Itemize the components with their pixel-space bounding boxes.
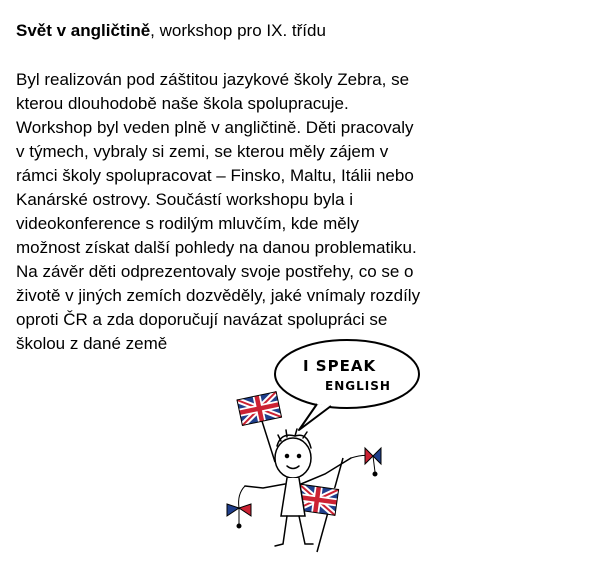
right-chain-ornament (351, 448, 381, 476)
body-line: kterou dlouhodobě naše škola spolupracuje. (16, 94, 349, 113)
bubble-text-line-2: ENGLISH (325, 379, 391, 393)
body-line: možnost získat další pohledy na danou problematiku. (16, 238, 417, 257)
body-line: Workshop byl veden plně v angličtině. Děti pracovaly (16, 118, 414, 137)
body-line: v týmech, vybraly si zemi, se kterou měly zájem v (16, 142, 389, 161)
speech-bubble (275, 340, 419, 430)
speak-english-illustration (225, 338, 425, 560)
title-bold-part: Svět v angličtině (16, 21, 151, 40)
body-line: Kanárské ostrovy. Součástí workshopu byla i (16, 190, 354, 209)
left-chain-ornament (227, 486, 251, 528)
article-body (16, 68, 606, 356)
body-line: videokonference s rodilým mluvčím, kde měly (16, 214, 359, 233)
body-line: školou z dané země (16, 334, 168, 353)
body-line: Na závěr děti odprezentovaly svoje postřehy, co se o (16, 262, 414, 281)
body-line: životě v jiných zemích dozvěděly, jaké vnímaly rozdíly (16, 286, 421, 305)
title-subtitle-part: , workshop pro IX. třídu (150, 21, 326, 40)
article-title (16, 20, 326, 42)
body-line: oproti ČR a zda doporučují navázat spolupráci se (16, 310, 388, 329)
bubble-text-line-1: I SPEAK (303, 357, 377, 375)
body-line: Byl realizován pod záštitou jazykové školy Zebra, se (16, 70, 410, 89)
left-uk-flag (237, 392, 282, 462)
body-line: rámci školy spolupracovat – Finsko, Maltu, Itálii nebo (16, 166, 414, 185)
